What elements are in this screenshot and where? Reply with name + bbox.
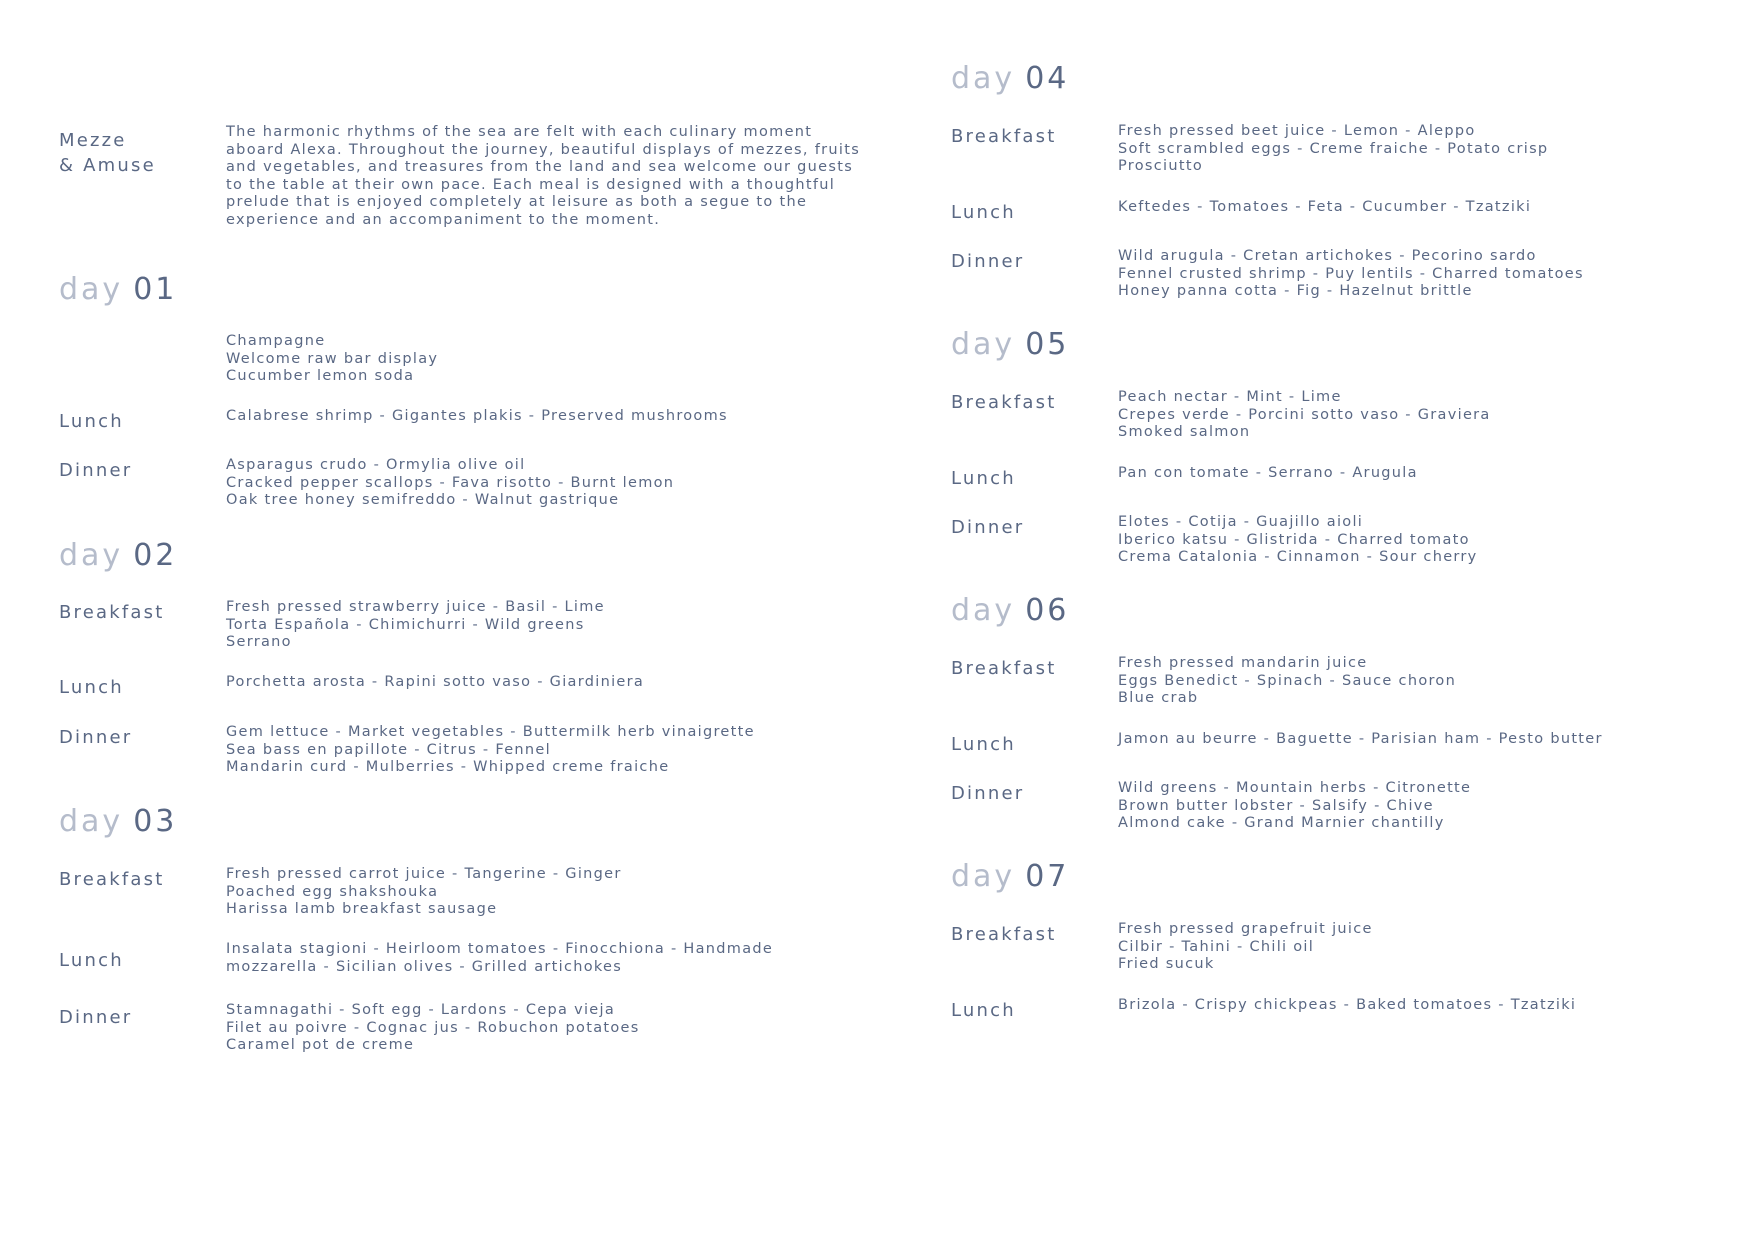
meal-items xyxy=(226,941,866,976)
meal-label: Breakfast xyxy=(951,126,1057,147)
meal-label: Lunch xyxy=(951,202,1016,223)
meal-label: Breakfast xyxy=(951,392,1057,413)
meal-label: Breakfast xyxy=(951,924,1057,945)
menu-line: Caramel pot de creme xyxy=(226,1037,415,1053)
day-05-section xyxy=(951,327,1731,587)
menu-line: Almond cake - Grand Marnier chantilly xyxy=(1118,815,1445,831)
menu-line: Crepes verde - Porcini sotto vaso - Graviera xyxy=(1118,406,1491,423)
menu-line: Pan con tomate - Serrano - Arugula xyxy=(1118,465,1418,481)
day-01-section xyxy=(59,272,839,532)
menu-line: Fresh pressed grapefruit juice xyxy=(1118,921,1373,937)
menu-line: Soft scrambled eggs - Creme fraiche - Potato crisp xyxy=(1118,140,1549,157)
menu-line: Crema Catalonia - Cinnamon - Sour cherry xyxy=(1118,549,1478,565)
meal-items xyxy=(1118,389,1755,442)
menu-line: Fresh pressed mandarin juice xyxy=(1118,655,1368,671)
meal-items xyxy=(1118,248,1755,301)
day-number: 01 xyxy=(133,272,178,307)
meal-items xyxy=(226,674,866,692)
meal-items xyxy=(1118,514,1755,567)
menu-line: Fresh pressed carrot juice - Tangerine - Ginger xyxy=(226,866,622,882)
meal-label: Lunch xyxy=(59,950,124,971)
intro-text: The harmonic rhythms of the sea are felt with each culinary moment aboard Alexa. Throughout the journey, beautiful displays of mezzes, fruits and vegetables, and treasures from the land and sea welcome our guests to the table at their own pace. Each meal is designed with a thoughtful prelude that is enjoyed completely at leisure as both a segue to the experience and an accompaniment to the moment. xyxy=(226,124,861,228)
day-heading xyxy=(951,61,1731,101)
meal-items xyxy=(226,408,866,426)
menu-line: Insalata stagioni - Heirloom tomatoes - Finocchiona - Handmade xyxy=(226,941,774,957)
meal-label: Lunch xyxy=(951,734,1016,755)
menu-line: Torta Española - Chimichurri - Wild greens xyxy=(226,616,585,633)
meal-label: Breakfast xyxy=(59,602,165,623)
meal-label: Lunch xyxy=(59,677,124,698)
menu-line: Serrano xyxy=(226,634,292,650)
meal-items xyxy=(226,599,866,652)
menu-line: Harissa lamb breakfast sausage xyxy=(226,901,498,917)
meal-label: Lunch xyxy=(951,468,1016,489)
menu-line: Cilbir - Tahini - Chili oil xyxy=(1118,938,1315,955)
day-heading xyxy=(951,593,1731,633)
menu-line: Oak tree honey semifreddo - Walnut gastrique xyxy=(226,492,620,508)
menu-line: Cucumber lemon soda xyxy=(226,368,415,384)
day-word: day xyxy=(59,804,124,839)
meal-items xyxy=(1118,465,1755,483)
meal-label: Dinner xyxy=(59,460,133,481)
meal-label: Dinner xyxy=(951,251,1025,272)
meal-label: Lunch xyxy=(951,1000,1016,1021)
day-number: 07 xyxy=(1025,859,1070,894)
day-07-section xyxy=(951,859,1731,1059)
menu-line: mozzarella - Sicilian olives - Grilled artichokes xyxy=(226,958,623,975)
day-word: day xyxy=(951,859,1016,894)
menu-line: Calabrese shrimp - Gigantes plakis - Preserved mushrooms xyxy=(226,408,728,424)
menu-line: Honey panna cotta - Fig - Hazelnut brittle xyxy=(1118,283,1473,299)
meal-items xyxy=(226,724,866,777)
day-heading xyxy=(951,327,1731,367)
meal-label: Lunch xyxy=(59,411,124,432)
day-word: day xyxy=(951,593,1016,628)
meal-items xyxy=(1118,780,1755,833)
day-heading xyxy=(59,538,839,578)
menu-line: Brown butter lobster - Salsify - Chive xyxy=(1118,797,1434,814)
menu-line: Filet au poivre - Cognac jus - Robuchon potatoes xyxy=(226,1019,640,1036)
menu-line: Prosciutto xyxy=(1118,158,1203,174)
menu-line: Fennel crusted shrimp - Puy lentils - Charred tomatoes xyxy=(1118,265,1584,282)
day-03-section xyxy=(59,804,839,1064)
day-number: 06 xyxy=(1025,593,1070,628)
menu-line: Wild greens - Mountain herbs - Citronette xyxy=(1118,780,1472,796)
meal-items xyxy=(226,1002,866,1055)
menu-line: Fresh pressed beet juice - Lemon - Aleppo xyxy=(1118,123,1476,139)
menu-line: Mandarin curd - Mulberries - Whipped creme fraiche xyxy=(226,759,670,775)
day-number: 03 xyxy=(133,804,178,839)
menu-line: Eggs Benedict - Spinach - Sauce choron xyxy=(1118,672,1457,689)
meal-label: Breakfast xyxy=(951,658,1057,679)
menu-line: Iberico katsu - Glistrida - Charred tomato xyxy=(1118,531,1470,548)
meal-label: Dinner xyxy=(59,1007,133,1028)
menu-line: Jamon au beurre - Baguette - Parisian ham - Pesto butter xyxy=(1118,731,1603,747)
day-04-section xyxy=(951,61,1731,321)
day-word: day xyxy=(951,61,1016,96)
menu-line: Poached egg shakshouka xyxy=(226,883,439,900)
menu-line: Peach nectar - Mint - Lime xyxy=(1118,389,1342,405)
day-number: 02 xyxy=(133,538,178,573)
day-heading xyxy=(59,272,839,312)
meal-label: Breakfast xyxy=(59,869,165,890)
day-02-section xyxy=(59,538,839,798)
menu-line: Brizola - Crispy chickpeas - Baked tomatoes - Tzatziki xyxy=(1118,997,1577,1013)
menu-line: Champagne xyxy=(226,333,326,349)
meal-label: Dinner xyxy=(951,783,1025,804)
meal-items xyxy=(1118,731,1755,749)
menu-line: Fried sucuk xyxy=(1118,956,1215,972)
menu-line: Welcome raw bar display xyxy=(226,350,439,367)
menu-line: Porchetta arosta - Rapini sotto vaso - Giardiniera xyxy=(226,674,645,690)
menu-line: Sea bass en papillote - Citrus - Fennel xyxy=(226,741,551,758)
meal-items xyxy=(1118,655,1755,708)
menu-line: Gem lettuce - Market vegetables - Buttermilk herb vinaigrette xyxy=(226,724,755,740)
meal-items xyxy=(1118,921,1755,974)
menu-line: Asparagus crudo - Ormylia olive oil xyxy=(226,457,526,473)
day-06-section xyxy=(951,593,1731,853)
meal-items xyxy=(226,457,866,510)
menu-line: Keftedes - Tomatoes - Feta - Cucumber - Tzatziki xyxy=(1118,199,1532,215)
menu-line: Smoked salmon xyxy=(1118,424,1251,440)
day-number: 04 xyxy=(1025,61,1070,96)
meal-items xyxy=(226,333,866,386)
menu-line: Cracked pepper scallops - Fava risotto - Burnt lemon xyxy=(226,474,675,491)
menu-line: Fresh pressed strawberry juice - Basil - Lime xyxy=(226,599,605,615)
intro-label: Mezze & Amuse xyxy=(59,130,156,176)
day-number: 05 xyxy=(1025,327,1070,362)
menu-line: Elotes - Cotija - Guajillo aioli xyxy=(1118,514,1364,530)
meal-label: Dinner xyxy=(59,727,133,748)
menu-line: Stamnagathi - Soft egg - Lardons - Cepa vieja xyxy=(226,1002,616,1018)
day-heading xyxy=(951,859,1731,899)
day-word: day xyxy=(951,327,1016,362)
meal-items xyxy=(226,866,866,919)
meal-items xyxy=(1118,123,1755,176)
day-heading xyxy=(59,804,839,844)
day-word: day xyxy=(59,272,124,307)
menu-line: Wild arugula - Cretan artichokes - Pecorino sardo xyxy=(1118,248,1537,264)
meal-items xyxy=(1118,199,1755,217)
meal-items xyxy=(1118,997,1755,1015)
day-word: day xyxy=(59,538,124,573)
meal-label: Dinner xyxy=(951,517,1025,538)
menu-line: Blue crab xyxy=(1118,690,1199,706)
